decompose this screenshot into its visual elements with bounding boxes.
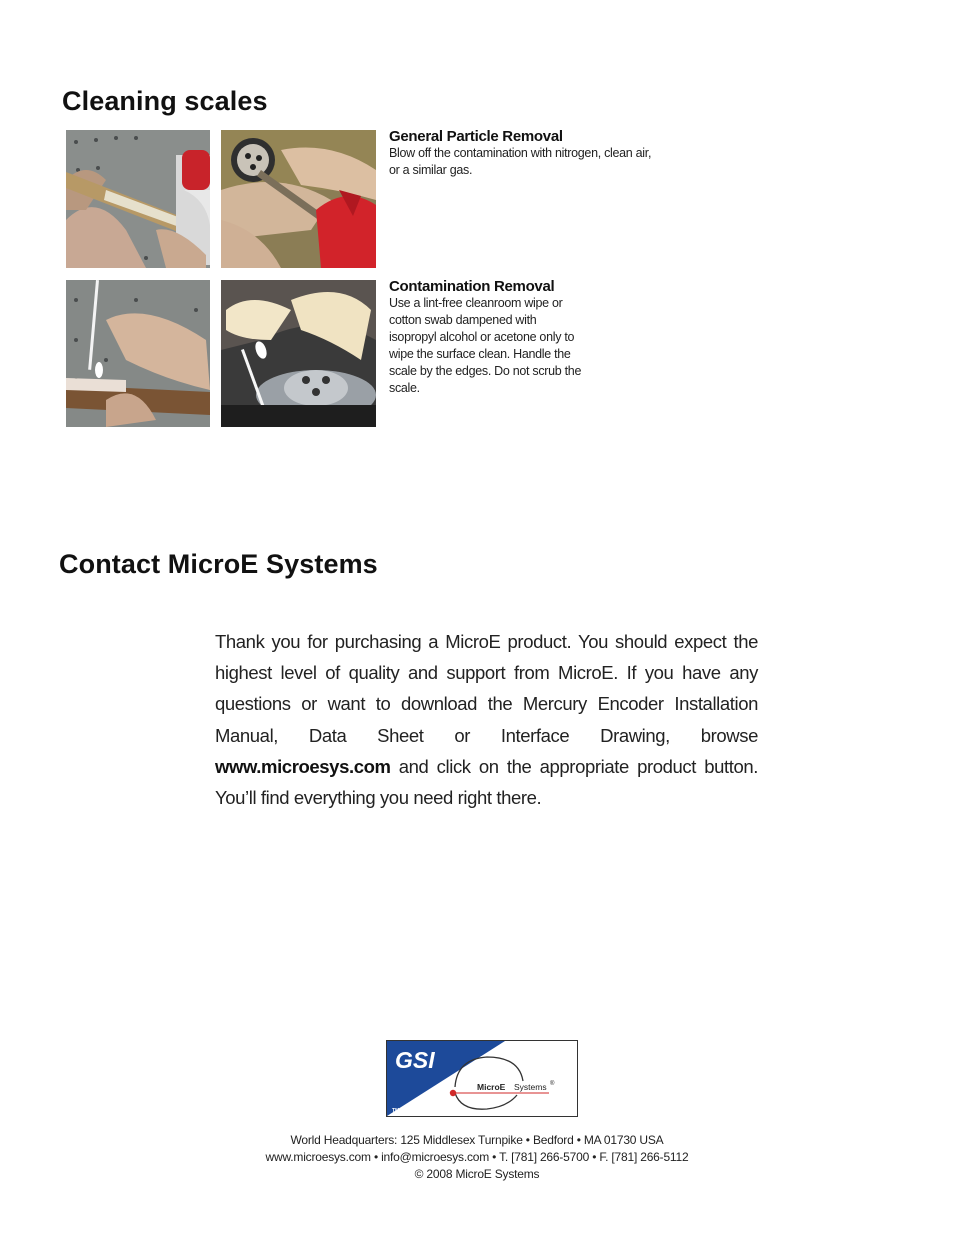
photo-swab-encoder <box>221 280 376 427</box>
contact-paragraph <box>215 626 758 813</box>
photo-swab-scale <box>66 280 210 427</box>
footer-contact: www.microesys.com • info@microesys.com • T. [781] 266-5700 • F. [781] 266-5112 <box>265 1150 689 1164</box>
website-link[interactable]: www.microesys.com <box>215 755 391 777</box>
logo-registered-text: ® <box>550 1081 555 1087</box>
photo-air-blow-scale <box>66 130 210 268</box>
caption-title-contamination: Contamination Removal <box>389 278 555 295</box>
footer-address: World Headquarters: 125 Middlesex Turnpike • Bedford • MA 01730 USA <box>290 1133 664 1147</box>
photo-air-can-closeup <box>221 130 376 268</box>
caption-text-contamination-line5: scale by the edges. Do not scrub the <box>389 364 582 378</box>
logo-tm-text: TM <box>392 1108 400 1114</box>
caption-text-contamination-line2: cotton swab dampened with <box>389 313 537 327</box>
caption-general-particle-removal <box>389 128 709 179</box>
section-heading-contact: Contact MicroE Systems <box>59 549 378 579</box>
contact-text-before: Thank you for purchasing a MicroE product. You should expect the highest level of quality and support from MicroE. If you have any questions or want to download the Mercury Encoder Installation Manual, Data Sheet or Interface Drawing, browse <box>215 631 758 746</box>
logo-graphic <box>387 1041 577 1116</box>
gsi-microe-logo <box>386 1040 578 1117</box>
caption-text-general-line1: Blow off the contamination with nitrogen, clean air, <box>389 146 652 160</box>
footer-copyright: © 2008 MicroE Systems <box>414 1167 540 1181</box>
caption-text-contamination-line1: Use a lint-free cleanroom wipe or <box>389 296 563 310</box>
caption-contamination-removal <box>389 278 589 397</box>
logo-microe-text: MicroE <box>477 1082 506 1092</box>
logo-red-dot-icon <box>450 1090 456 1096</box>
caption-text-general-line2: or a similar gas. <box>389 163 473 177</box>
logo-systems-text: Systems <box>514 1082 547 1092</box>
caption-text-contamination-line4: wipe the surface clean. Handle the <box>389 347 571 361</box>
caption-title-general: General Particle Removal <box>389 128 563 145</box>
logo-gsi-text: GSI <box>395 1047 435 1073</box>
section-heading-cleaning: Cleaning scales <box>62 86 268 116</box>
contact-text-after: and click on the appropriate product button. You’ll find everything you need right there. <box>215 755 758 809</box>
caption-text-contamination-line6: scale. <box>389 381 420 395</box>
caption-text-contamination-line3: isopropyl alcohol or acetone only to <box>389 330 575 344</box>
